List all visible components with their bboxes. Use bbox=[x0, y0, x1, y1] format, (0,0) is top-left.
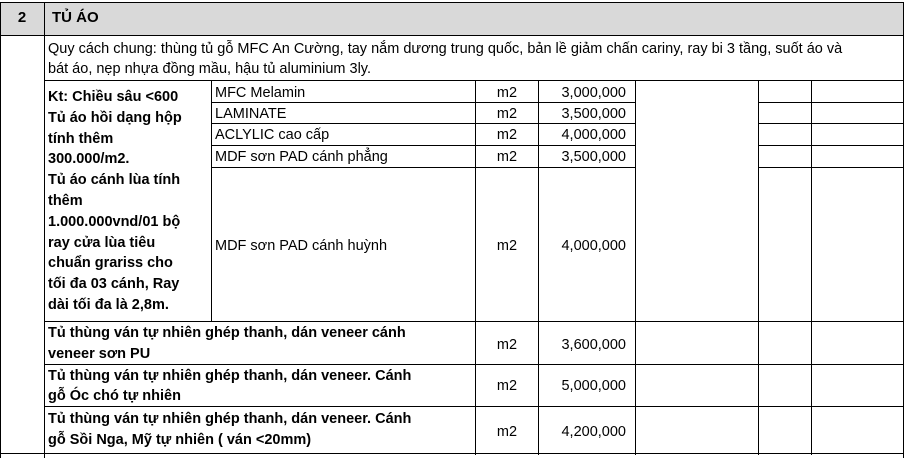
grid-line bbox=[44, 364, 904, 365]
veneer-price: 4,200,000 bbox=[561, 424, 626, 440]
note-line: thêm bbox=[48, 192, 83, 209]
veneer-price: 5,000,000 bbox=[561, 378, 626, 394]
material-name: MDF sơn PAD cánh phẳng bbox=[215, 149, 388, 165]
veneer-desc-line1: Tủ thùng ván tự nhiên ghép thanh, dán veneer. Cánh bbox=[48, 411, 412, 427]
grid-line bbox=[44, 321, 904, 322]
material-price: 3,000,000 bbox=[561, 85, 626, 101]
veneer-desc-line1: Tủ thùng ván tự nhiên ghép thanh, dán veneer. Cánh bbox=[48, 368, 412, 384]
veneer-desc-line2: veneer sơn PU bbox=[48, 346, 151, 362]
grid-line bbox=[758, 145, 904, 146]
material-name: MDF sơn PAD cánh huỳnh bbox=[215, 238, 388, 254]
grid-line bbox=[0, 453, 904, 454]
veneer-desc-line2: gỗ Sồi Nga, Mỹ tự nhiên ( ván <20mm) bbox=[48, 432, 312, 448]
material-price: 4,000,000 bbox=[561, 238, 626, 254]
grid-line bbox=[44, 406, 904, 407]
material-name: ACLYLIC cao cấp bbox=[215, 127, 330, 143]
material-price: 4,000,000 bbox=[561, 127, 626, 143]
grid-line bbox=[758, 123, 904, 124]
note-line: Tủ áo cánh lùa tính bbox=[48, 172, 181, 189]
dimension-note bbox=[48, 87, 210, 316]
veneer-desc-line1: Tủ thùng ván tự nhiên ghép thanh, dán veneer cánh bbox=[48, 325, 406, 341]
veneer-desc-line2: gỗ Óc chó tự nhiên bbox=[48, 388, 181, 404]
grid-line bbox=[758, 167, 904, 168]
material-unit: m2 bbox=[496, 85, 518, 101]
grid-line bbox=[0, 2, 1, 458]
grid-line bbox=[475, 80, 476, 455]
grid-line bbox=[758, 102, 904, 103]
material-unit: m2 bbox=[496, 149, 518, 165]
section-title: TỦ ÁO bbox=[52, 8, 352, 28]
grid-line bbox=[811, 80, 812, 455]
veneer-price: 3,600,000 bbox=[561, 337, 626, 353]
veneer-unit: m2 bbox=[496, 378, 518, 394]
grid-line bbox=[211, 123, 635, 124]
material-name: MFC Melamin bbox=[215, 85, 306, 101]
grid-line bbox=[211, 102, 635, 103]
note-line: chuẩn grariss cho bbox=[48, 255, 173, 272]
material-price: 3,500,000 bbox=[561, 106, 626, 122]
note-line: 300.000/m2. bbox=[48, 151, 130, 168]
material-unit: m2 bbox=[496, 106, 518, 122]
note-line: tính thêm bbox=[48, 130, 114, 147]
grid-line bbox=[211, 167, 635, 168]
grid-line bbox=[635, 80, 636, 455]
material-name: LAMINATE bbox=[215, 106, 287, 122]
spec-line-2: bát áo, nẹp nhựa đồng mầu, hậu tủ aluminium 3ly. bbox=[48, 61, 372, 77]
spec-line-1: Quy cách chung: thùng tủ gỗ MFC An Cường, tay nắm dương trung quốc, bản lề giảm chấn cariny, ray bi 3 tầng, suốt áo và bbox=[48, 41, 843, 57]
note-line: tối đa 03 cánh, Ray bbox=[48, 276, 180, 293]
grid-line bbox=[211, 145, 635, 146]
note-line: 1.000.000vnd/01 bộ bbox=[48, 213, 181, 230]
material-unit: m2 bbox=[496, 238, 518, 254]
grid-line bbox=[538, 80, 539, 455]
note-line: Kt: Chiều sâu <600 bbox=[48, 89, 179, 105]
note-line: dài tối đa là 2,8m. bbox=[48, 296, 169, 313]
grid-line bbox=[0, 35, 904, 36]
material-unit: m2 bbox=[496, 127, 518, 143]
material-price: 3,500,000 bbox=[561, 149, 626, 165]
grid-line bbox=[0, 2, 904, 3]
note-line: ray cửa lùa tiêu bbox=[48, 234, 156, 251]
section-number: 2 bbox=[0, 8, 44, 28]
veneer-unit: m2 bbox=[496, 424, 518, 440]
veneer-unit: m2 bbox=[496, 337, 518, 353]
grid-line bbox=[211, 80, 212, 321]
grid-line bbox=[758, 80, 759, 455]
grid-line bbox=[44, 80, 904, 81]
note-line: Tủ áo hồi dạng hộp bbox=[48, 109, 182, 126]
grid-line bbox=[44, 2, 45, 458]
